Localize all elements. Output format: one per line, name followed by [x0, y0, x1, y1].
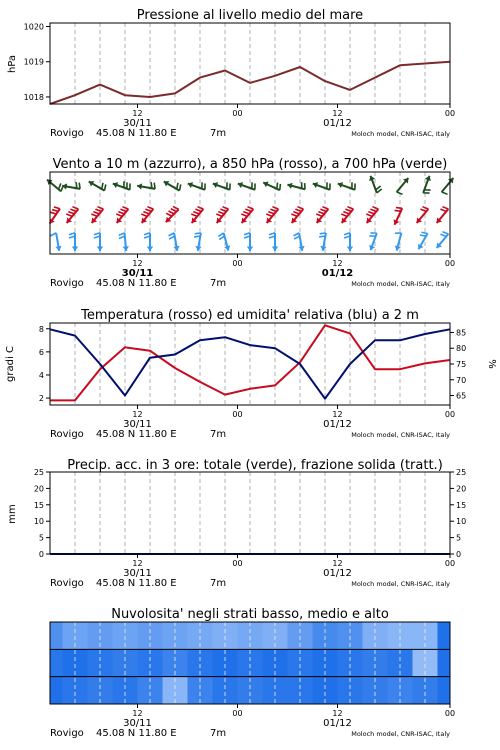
barb-flag: [241, 214, 247, 216]
wind-barb: [188, 182, 205, 190]
footer-location: Rovigo: [50, 278, 84, 289]
barb-head: [147, 247, 153, 252]
x-tick-label: 00: [444, 559, 456, 568]
wind-barb: [94, 233, 103, 251]
temperature-ylabel: gradi C: [5, 346, 16, 382]
barb-flag: [280, 184, 281, 190]
barb-flag: [197, 207, 203, 209]
cloud-cell: [50, 649, 63, 676]
x-tick-label: 00: [444, 109, 456, 118]
barb-flag: [293, 212, 299, 214]
barb-flag: [118, 212, 124, 214]
barb-flag: [377, 189, 382, 193]
barb-flag: [322, 207, 328, 209]
precip-frame: [50, 472, 450, 554]
x-tick-label: 12: [132, 559, 143, 568]
footer-model: Moloch model, CNR-ISAC, Italy: [351, 431, 450, 439]
footer-model: Moloch model, CNR-ISAC, Italy: [351, 580, 450, 588]
barb-flag: [168, 211, 174, 214]
barb-flag: [272, 207, 278, 209]
barb-flag: [247, 207, 253, 209]
barb-flag: [243, 212, 249, 214]
wind-barb: [287, 182, 305, 189]
barb-flag: [266, 214, 272, 216]
x-tick-label: 12: [332, 259, 343, 268]
y-tick-label-right: 75: [456, 360, 467, 369]
temperature-panel: [5, 308, 497, 440]
precip-grid: [75, 472, 425, 554]
barb-flag: [68, 212, 74, 214]
wind-barb: [91, 207, 103, 223]
wind-barb: [216, 207, 228, 223]
y-tick-label-right: 70: [456, 375, 467, 385]
barb-flag: [218, 212, 224, 214]
date-label: 01/12: [323, 718, 352, 729]
footer-model: Moloch model, CNR-ISAC, Italy: [351, 280, 450, 288]
date-label: 01/12: [323, 419, 352, 430]
barb-flag: [180, 184, 181, 190]
y-tick-label-right: 0: [456, 550, 462, 559]
y-tick-label: 25: [33, 468, 44, 477]
x-tick-label: 12: [332, 559, 343, 568]
pressure-title: Pressione al livello medio del mare: [136, 8, 364, 23]
barb-head: [97, 247, 103, 252]
wind-barb: [69, 233, 78, 251]
barb-flag: [59, 183, 61, 189]
x-tick-label: 00: [232, 109, 243, 118]
barb-flag: [319, 236, 325, 237]
footer-location: Rovigo: [50, 728, 84, 739]
barb-flag: [366, 214, 372, 216]
barb-flag: [151, 182, 152, 188]
wind-barb: [437, 232, 449, 248]
footer-model: Moloch model, CNR-ISAC, Italy: [351, 130, 450, 138]
barb-flag: [76, 182, 77, 188]
barb-flag: [341, 214, 347, 216]
wind-barb: [144, 233, 153, 251]
barb-flag: [297, 207, 303, 209]
wind-barb: [369, 176, 382, 193]
wind-panel: [47, 157, 455, 289]
footer-elevation: 7m: [210, 128, 227, 139]
barb-flag: [320, 233, 326, 234]
pressure-footer: [50, 128, 450, 139]
barb-flag: [294, 233, 300, 236]
pressure-y-ticks: [24, 23, 50, 102]
barb-flag: [372, 207, 378, 209]
barb-flag: [222, 207, 228, 209]
x-tick-label: 12: [132, 259, 143, 268]
wind-barb: [62, 182, 80, 190]
date-label: 30/11: [123, 718, 152, 729]
temperature-title: Temperatura (rosso) ed umidita' relativa (blu) a 2 m: [81, 308, 419, 323]
barb-flag: [97, 207, 103, 209]
barb-flag: [421, 232, 427, 233]
wind-barb: [47, 180, 63, 192]
y-tick-label: 0: [38, 550, 44, 559]
footer-elevation: 7m: [210, 728, 227, 739]
barb-flag: [376, 186, 381, 190]
barb-flag: [66, 214, 72, 216]
wind-barb: [263, 182, 280, 191]
footer-model: Moloch model, CNR-ISAC, Italy: [351, 730, 450, 738]
y-tick-label: 4: [38, 370, 44, 380]
y-tick-label-right: 65: [456, 391, 467, 401]
barb-flag: [54, 207, 60, 209]
barb-flag: [343, 212, 349, 214]
y-tick-label: 8: [38, 324, 44, 334]
y-tick-label: 1020: [23, 22, 44, 32]
y-tick-label-right: 85: [456, 328, 467, 338]
wind-barb: [366, 207, 378, 223]
wind-barb: [442, 178, 454, 194]
date-label: 30/11: [123, 118, 152, 129]
date-label: 01/12: [321, 268, 354, 279]
wind-barb: [418, 232, 428, 249]
temperature-plot: [50, 325, 450, 400]
footer-elevation: 7m: [210, 429, 227, 440]
barb-flag: [219, 236, 224, 239]
x-tick-label: 12: [332, 410, 343, 419]
barb-flag: [79, 183, 80, 189]
wind-barb: [437, 207, 449, 223]
barb-flag: [277, 183, 278, 189]
pressure-grid: [75, 23, 425, 104]
barb-flag: [268, 212, 274, 214]
wind-barb: [51, 233, 62, 251]
wind-barb: [238, 182, 255, 190]
barb-flag: [102, 183, 103, 189]
wind-barb: [137, 182, 155, 190]
y-tick-label: 20: [33, 484, 44, 494]
y-tick-label: 5: [38, 533, 44, 543]
footer-coords: 45.08 N 11.80 E: [96, 278, 177, 289]
wind-barb: [269, 233, 278, 251]
x-tick-label: 00: [232, 410, 243, 419]
wind-barbs: [47, 176, 453, 251]
barb-flag: [143, 212, 149, 214]
barb-flag: [422, 207, 428, 209]
cloud-panel: [50, 607, 455, 739]
precip-y-ticks-right: [450, 468, 466, 559]
y-tick-label-right: 20: [456, 484, 467, 494]
barb-flag: [397, 192, 403, 194]
wind-barb: [66, 207, 78, 223]
x-tick-label: 00: [444, 709, 456, 718]
barb-flag: [105, 184, 106, 190]
x-tick-label: 12: [132, 109, 143, 118]
y-tick-label-right: 10: [456, 517, 467, 527]
temperature-line: [50, 325, 450, 400]
wind-barb: [169, 233, 180, 251]
wind-barb: [338, 182, 355, 190]
barb-flag: [294, 236, 300, 239]
wind-barb: [395, 233, 402, 251]
barb-flag: [177, 183, 178, 189]
cloud-x-ticks: [123, 704, 455, 729]
cloud-footer: [50, 728, 450, 739]
barb-flag: [316, 214, 322, 216]
y-tick-label: 2: [38, 394, 44, 404]
barb-flag: [396, 208, 402, 209]
cloud-cell: [50, 622, 63, 649]
wind-barb: [319, 233, 327, 251]
barb-head: [123, 246, 129, 251]
wind-barb: [164, 181, 181, 191]
barb-flag: [51, 233, 57, 236]
y-tick-label-right: 5: [456, 533, 462, 543]
wind-barb: [218, 233, 230, 251]
wind-barb: [166, 206, 179, 222]
barb-flag: [147, 207, 153, 209]
cloud-title: Nuvolosita' negli strati basso, medio e alto: [111, 607, 389, 622]
precip-y-ticks: [34, 468, 50, 559]
wind-barb: [244, 233, 253, 251]
temperature-frame: [50, 323, 450, 405]
barb-flag: [440, 234, 446, 236]
y-tick-label: 6: [38, 347, 44, 357]
date-label: 30/11: [123, 568, 152, 579]
footer-elevation: 7m: [210, 578, 227, 589]
barb-flag: [154, 183, 155, 189]
footer-location: Rovigo: [50, 578, 84, 589]
wind-x-ticks: [122, 254, 455, 279]
footer-location: Rovigo: [50, 128, 84, 139]
y-tick-label: 10: [33, 517, 44, 527]
y-tick-label: 15: [33, 500, 44, 510]
wind-barb: [89, 181, 106, 191]
wind-barb: [394, 208, 403, 225]
footer-coords: 45.08 N 11.80 E: [96, 578, 177, 589]
barb-flag: [347, 207, 353, 209]
footer-coords: 45.08 N 11.80 E: [96, 728, 177, 739]
barb-flag: [72, 207, 78, 209]
barb-flag: [291, 214, 297, 216]
date-label: 01/12: [323, 568, 352, 579]
barb-head: [247, 247, 253, 252]
barb-flag: [141, 214, 147, 216]
wind-barb: [266, 207, 278, 223]
barb-flag: [442, 192, 448, 194]
barb-flag: [122, 207, 128, 209]
cloud-heatmap: [50, 622, 450, 704]
wind-barb: [313, 182, 330, 190]
pressure-x-ticks: [123, 104, 455, 129]
wind-barb: [316, 207, 328, 223]
x-tick-label: 12: [332, 109, 343, 118]
wind-barb: [113, 181, 130, 190]
precip-footer: [50, 578, 450, 589]
wind-barb: [417, 207, 429, 223]
footer-elevation: 7m: [210, 278, 227, 289]
date-label: 30/11: [121, 268, 154, 279]
x-tick-label: 00: [232, 709, 243, 718]
barb-flag: [173, 206, 179, 209]
cloud-cell: [438, 677, 451, 704]
barb-flag: [395, 210, 401, 211]
y-tick-label: 1019: [23, 57, 44, 67]
barb-flag: [50, 212, 56, 214]
y-tick-label-right: 80: [456, 344, 467, 354]
x-tick-label: 12: [332, 709, 343, 718]
wind-footer: [50, 278, 450, 289]
barb-flag: [442, 207, 448, 209]
barb-flag: [195, 233, 201, 234]
temperature-footer: [50, 429, 450, 440]
barb-flag: [193, 212, 199, 214]
wind-barb: [341, 207, 353, 223]
wind-barb: [213, 182, 230, 190]
x-tick-label: 00: [444, 410, 456, 419]
cloud-cell: [50, 677, 63, 704]
barb-flag: [91, 214, 97, 216]
barb-flag: [93, 212, 99, 214]
wind-barb: [369, 233, 377, 250]
wind-barb: [291, 207, 303, 223]
wind-barb: [294, 233, 305, 251]
x-tick-label: 00: [232, 559, 243, 568]
wind-barb: [397, 178, 409, 194]
footer-location: Rovigo: [50, 429, 84, 440]
temperature-x-ticks: [123, 405, 455, 430]
wind-barb: [50, 207, 60, 224]
x-tick-label: 12: [132, 410, 143, 419]
barb-flag: [318, 212, 324, 214]
barb-head: [272, 247, 278, 252]
humidity-y-ticks: [450, 328, 466, 400]
temperature-y-ticks: [39, 325, 50, 403]
barb-flag: [218, 233, 223, 236]
date-label: 30/11: [123, 419, 152, 430]
footer-coords: 45.08 N 11.80 E: [96, 429, 177, 440]
barb-flag: [169, 236, 175, 239]
wind-barb: [119, 233, 129, 251]
barb-flag: [368, 212, 374, 214]
date-label: 01/12: [323, 118, 352, 129]
wind-barb: [141, 207, 153, 223]
wind-barb: [116, 207, 128, 223]
cloud-cell: [438, 622, 451, 649]
x-tick-label: 00: [444, 259, 456, 268]
wind-barb: [191, 207, 203, 223]
barb-flag: [52, 210, 58, 212]
wind-title: Vento a 10 m (azzurro), a 850 hPa (rosso), a 700 hPa (verde): [52, 157, 448, 172]
x-tick-label: 12: [132, 709, 143, 718]
footer-coords: 45.08 N 11.80 E: [96, 128, 177, 139]
barb-head: [347, 247, 353, 252]
precip-ylabel: mm: [7, 504, 18, 524]
pressure-frame: [50, 23, 450, 104]
barb-flag: [191, 214, 197, 216]
humidity-ylabel: %: [486, 359, 497, 369]
wind-barb: [241, 207, 253, 223]
y-tick-label-right: 25: [456, 468, 467, 477]
pressure-ylabel: hPa: [7, 54, 18, 74]
cloud-cell: [438, 649, 451, 676]
wind-barb: [344, 233, 353, 251]
wind-barb: [423, 176, 431, 193]
barb-flag: [216, 214, 222, 216]
barb-flag: [171, 209, 177, 212]
barb-flag: [442, 232, 448, 234]
barb-flag: [194, 236, 200, 237]
x-tick-label: 00: [232, 259, 243, 268]
barb-flag: [440, 209, 446, 211]
barb-flag: [169, 233, 175, 236]
barb-head: [72, 247, 78, 252]
wind-barb: [194, 233, 202, 251]
y-tick-label-right: 15: [456, 500, 467, 510]
precip-title: Precip. acc. in 3 ore: totale (verde), frazione solida (tratt.): [67, 458, 443, 473]
y-tick-label: 1018: [23, 92, 44, 102]
barb-flag: [166, 213, 172, 216]
precip-panel: [7, 458, 466, 589]
precip-x-ticks: [123, 554, 455, 579]
pressure-panel: [7, 8, 455, 139]
barb-flag: [116, 214, 122, 216]
